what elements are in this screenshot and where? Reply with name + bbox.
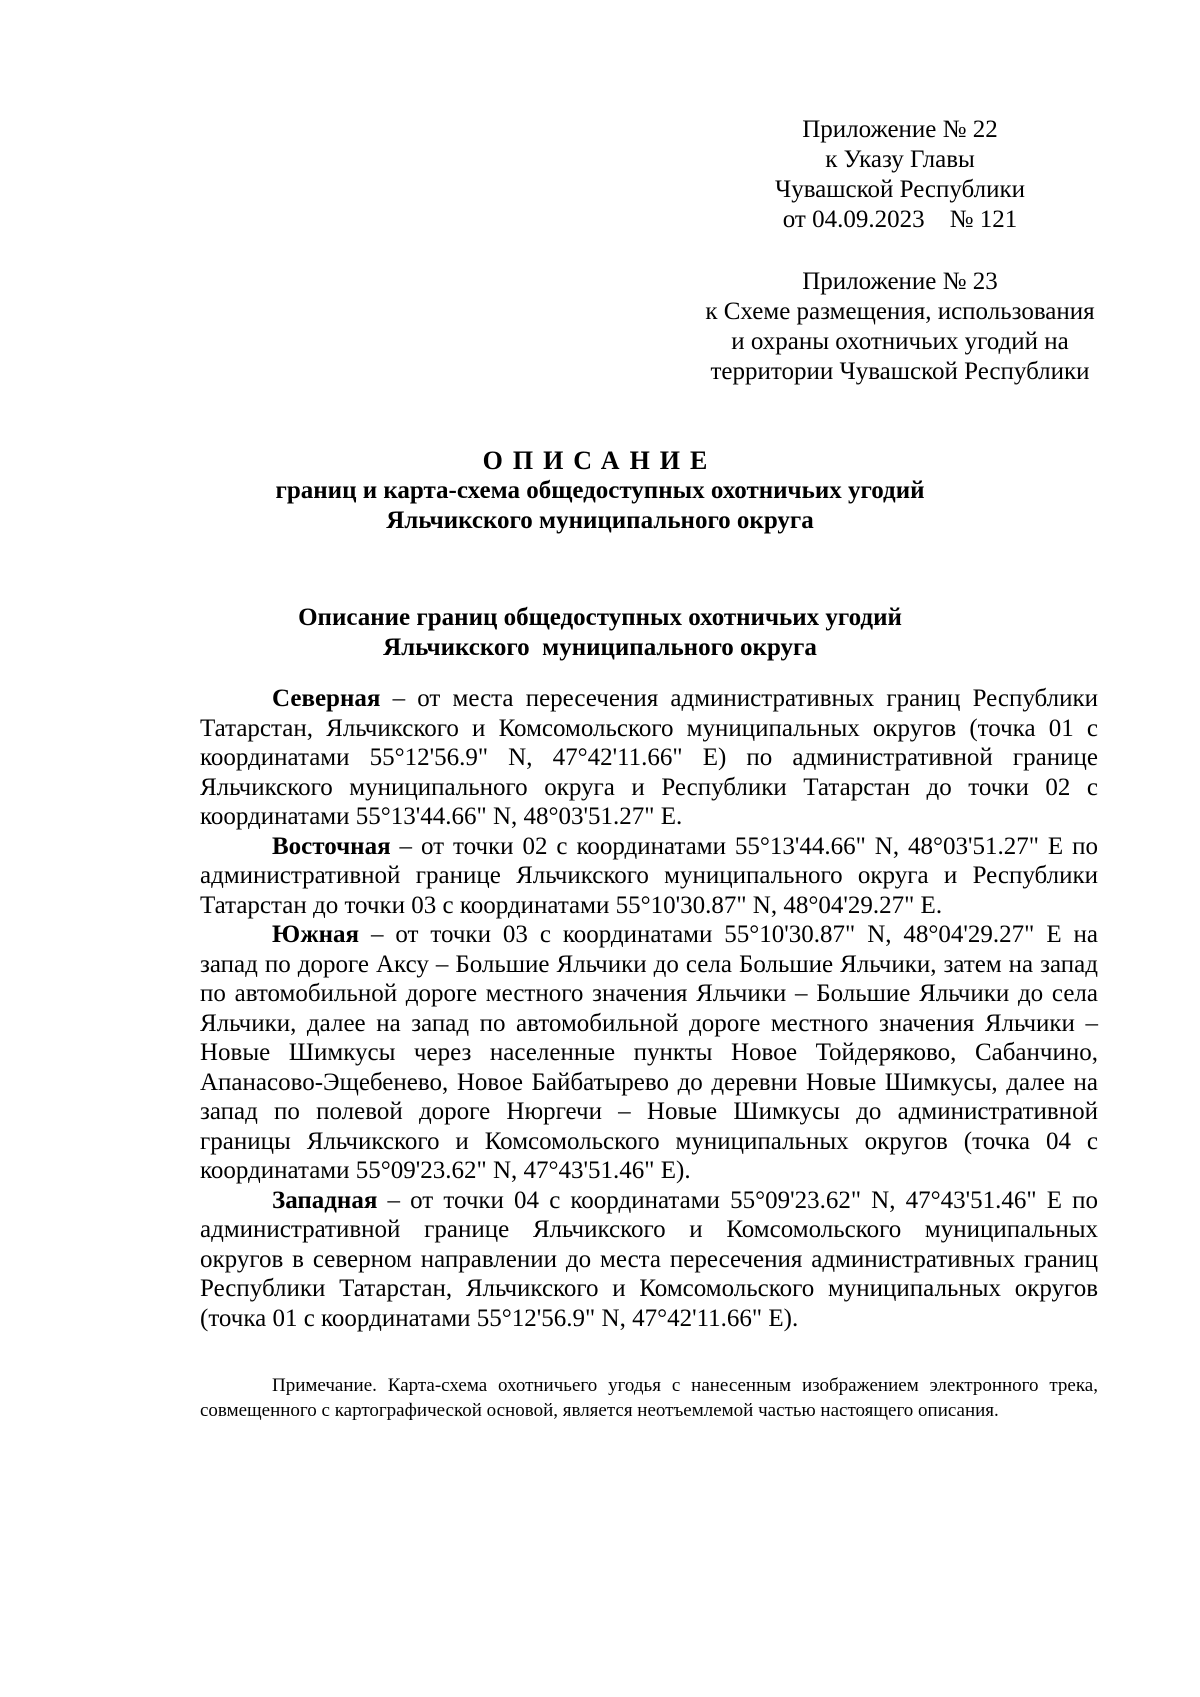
appendix-22-line-1: Приложение № 22: [802, 116, 998, 143]
boundary-south-label: Южная: [272, 921, 360, 948]
appendix-23-line-4: территории Чувашской Республики: [710, 358, 1090, 385]
appendix-22-line-3: Чувашской Республики: [774, 176, 1026, 203]
title-sub-line-2: Яльчикского муниципального округа: [386, 507, 814, 534]
boundary-east: [200, 832, 1098, 921]
document-title: [0, 446, 1200, 536]
section-heading-line-2: Яльчикского муниципального округа: [383, 634, 817, 661]
boundary-east-label: Восточная: [272, 832, 391, 860]
boundary-north: [200, 684, 1098, 832]
boundary-east-text: – от точки 02 с координатами 55°13'44.66" N, 48°03'51.27" E по административной границе Яльчикского муниципального округа и Республики Татарстан до точки 03 с координатами 55°10'30.87" N, 48°04'29.27" E.: [200, 832, 1098, 919]
boundary-west-label: Западная: [272, 1186, 378, 1214]
boundary-north-text: – от места пересечения административных границ Республики Татарстан, Яльчикского и Комсомольского муниципальных округов (точка 01 с координатами 55°12'56.9" N, 47°42'11.66" E) по административной границе Яльчикского муниципального округа и Республики Татарстан до точки 02 с координатами 55°13'44.66" N, 48°03'51.27" E.: [200, 685, 1098, 830]
boundary-west: [200, 1186, 1098, 1334]
boundary-south-text: – от точки 03 с координатами 55°10'30.87" N, 48°04'29.27" E на запад по дороге Аксу – Большие Яльчики до села Большие Яльчики, затем на запад по автомобильной дороге местного значения Яльчики – Большие Яльчики до села Яльчики, далее на запад по автомобильной дороге местного значения Яльчики – Новые Шимкусы через населенные пункты Новое Тойдеряково, Сабанчино, Апанасово-Эщебенево, Новое Байбатырево до деревни Новые Шимкусы, далее на запад по полевой дороге Нюргечи – Новые Шимкусы до административной границы Яльчикского и Комсомольского муниципальных округов (точка 04 с координатами 55°09'23.62" N, 47°43'51.46" E).: [200, 921, 1098, 1184]
section-heading: [0, 603, 1200, 663]
appendix-23-header: [670, 267, 1130, 387]
boundary-north-label: Северная: [272, 685, 381, 712]
document-note: [200, 1373, 1098, 1423]
appendix-22-header: [700, 115, 1100, 235]
boundary-west-text: – от точки 04 с координатами 55°09'23.62" N, 47°43'51.46" E по административной границе Яльчикского и Комсомольского муниципальных округов в северном направлении до места пересечения административных границ Республики Татарстан, Яльчикского и Комсомольского муниципальных округов (точка 01 с координатами 55°12'56.9" N, 47°42'11.66" E).: [200, 1186, 1098, 1332]
appendix-23-line-2: к Схеме размещения, использования: [705, 298, 1095, 325]
title-main: ОПИСАНИЕ: [482, 446, 718, 475]
section-heading-line-1: Описание границ общедоступных охотничьих угодий: [298, 604, 902, 631]
boundary-description: [200, 684, 1098, 1333]
boundary-south: [200, 920, 1098, 1186]
appendix-22-line-4: от 04.09.2023 № 121: [782, 206, 1018, 233]
appendix-23-line-3: и охраны охотничьих угодий на: [731, 328, 1069, 355]
appendix-22-line-2: к Указу Главы: [825, 146, 975, 173]
note-text: Примечание. Карта-схема охотничьего угодья с нанесенным изображением электронного трека, совмещенного с картографической основой, является неотъемлемой частью настоящего описания.: [200, 1375, 1098, 1421]
appendix-23-line-1: Приложение № 23: [802, 268, 998, 295]
title-sub-line-1: границ и карта-схема общедоступных охотничьих угодий: [275, 477, 925, 504]
